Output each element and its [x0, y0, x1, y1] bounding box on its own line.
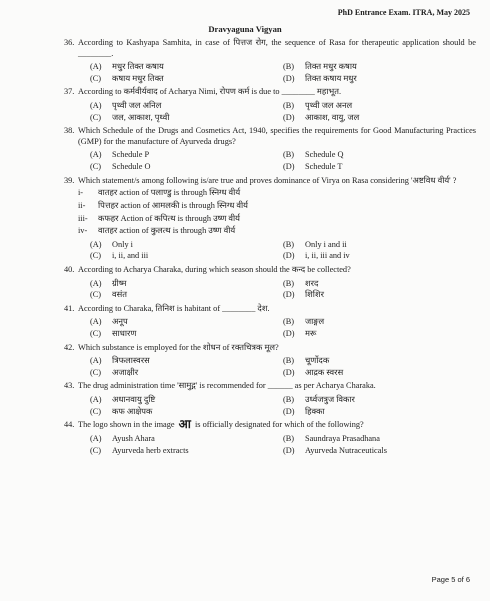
option-text: वसंत	[112, 290, 127, 300]
option-label: (B)	[283, 317, 295, 327]
option-label: (A)	[90, 317, 102, 327]
question-37	[64, 87, 476, 123]
option-text: Only i	[112, 239, 133, 249]
option-label: (D)	[283, 290, 295, 300]
option-text: Ayush Ahara	[112, 433, 155, 443]
option-d	[283, 368, 476, 379]
statement-text: कफहर Action of कपित्थ is through उष्ण वीर्य	[98, 213, 240, 223]
statement-item	[78, 201, 476, 212]
option-text: शिशिर	[305, 290, 324, 300]
option-d	[283, 74, 476, 85]
question-text: According to Kashyapa Samhita, in case of पित्तज रोग, the sequence of Rasa for therapeutic application should be ________.	[78, 38, 476, 58]
question-43	[64, 381, 476, 417]
subject-title: Dravyaguna Vigyan	[208, 24, 282, 34]
question-text-before: The logo shown in the image	[78, 420, 175, 430]
option-text: हिक्का	[305, 406, 325, 416]
option-text: Ayurveda Nutraceuticals	[305, 445, 387, 455]
option-c	[90, 113, 283, 124]
question-number: 41.	[64, 303, 75, 313]
page-number: Page 5 of 6	[431, 575, 470, 585]
question-number: 36.	[64, 38, 75, 47]
option-label: (B)	[283, 395, 295, 405]
option-a	[90, 101, 283, 112]
option-text: अनूप	[112, 317, 128, 327]
question-text: The drug administration time 'सामुद्ग' is recommended for ______ as per Acharya Charaka.	[78, 381, 376, 391]
options	[64, 101, 476, 123]
option-text: चूर्णोदक	[305, 356, 330, 366]
option-label: (B)	[283, 239, 295, 249]
option-text: Schedule T	[305, 162, 343, 172]
option-label: (B)	[283, 433, 295, 443]
option-d	[283, 251, 476, 262]
option-text: अधानवायु दुष्टि	[112, 395, 156, 405]
options	[64, 356, 476, 378]
option-c	[90, 251, 283, 262]
question-number: 37.	[64, 87, 75, 97]
option-label: (B)	[283, 150, 295, 160]
question-39	[64, 176, 476, 262]
option-a	[90, 240, 283, 251]
statement-item	[78, 226, 476, 237]
question-text: Which Schedule of the Drugs and Cosmetics Act, 1940, specifies the requirements for Good Manufacturing Practices (GMP) for the manufacture of Ayurveda drugs?	[78, 126, 476, 146]
option-text: तिक्त कषाय मधुर	[305, 73, 357, 83]
option-text: पृथ्वी जल अनल	[305, 101, 353, 111]
question-list	[64, 38, 476, 459]
option-text: Saundraya Prasadhana	[305, 433, 380, 443]
question-44	[64, 417, 476, 456]
option-text: Schedule Q	[305, 150, 344, 160]
option-label: (C)	[90, 367, 102, 377]
option-d	[283, 407, 476, 418]
question-text: Which substance is employed for the शोधन of रक्तचित्रक मूल?	[78, 342, 279, 352]
statement-label: iii-	[78, 213, 88, 223]
question-number: 42.	[64, 342, 75, 352]
option-text: जल, आकाश, पृथ्वी	[112, 112, 170, 122]
question-number: 39.	[64, 175, 75, 185]
option-label: (B)	[283, 356, 295, 366]
option-label: (A)	[90, 278, 102, 288]
options	[64, 240, 476, 262]
question-36	[64, 38, 476, 84]
option-label: (C)	[90, 329, 102, 339]
option-text: Ayurveda herb extracts	[112, 445, 189, 455]
option-text: i, ii, and iii	[112, 251, 149, 261]
question-38	[64, 126, 476, 172]
option-text: i, ii, iii and iv	[305, 251, 350, 261]
option-text: पृथ्वी जल अनिल	[112, 101, 162, 111]
option-d	[283, 446, 476, 457]
options	[64, 150, 476, 172]
option-c	[90, 446, 283, 457]
option-a	[90, 395, 283, 406]
option-label: (C)	[90, 251, 102, 261]
option-c	[90, 329, 283, 340]
option-text: ग्रीष्म	[112, 278, 127, 288]
option-a	[90, 62, 283, 73]
exam-header: PhD Entrance Exam. ITRA, May 2025	[337, 8, 470, 17]
option-label: (A)	[90, 150, 102, 160]
question-40	[64, 265, 476, 301]
option-label: (C)	[90, 162, 102, 172]
option-label: (D)	[283, 251, 295, 261]
option-text: तिक्त मधुर कषाय	[305, 62, 357, 72]
option-text: आद्रक स्वरस	[305, 367, 344, 377]
option-b	[283, 101, 476, 112]
question-42	[64, 343, 476, 379]
question-text: Which statement/s among following is/are true and proves dominance of Virya on Rasa considering 'अष्टविध वीर्य' ?	[78, 175, 457, 185]
options	[64, 434, 476, 456]
question-number: 38.	[64, 126, 75, 136]
option-label: (D)	[283, 329, 295, 339]
option-text: जाङ्गल	[305, 317, 325, 327]
question-text: According to Charaka, तिनिश is habitant of ________ देश.	[78, 303, 270, 313]
option-label: (D)	[283, 406, 295, 416]
option-label: (B)	[283, 101, 295, 111]
options	[64, 317, 476, 339]
option-label: (C)	[90, 73, 102, 83]
statement-label: ii-	[78, 200, 86, 210]
option-d	[283, 162, 476, 173]
option-b	[283, 434, 476, 445]
option-label: (C)	[90, 406, 102, 416]
option-b	[283, 356, 476, 367]
option-text: साधारण	[112, 329, 137, 339]
options	[64, 62, 476, 84]
option-label: (B)	[283, 278, 295, 288]
option-label: (D)	[283, 73, 295, 83]
question-number: 43.	[64, 381, 75, 391]
option-c	[90, 74, 283, 85]
option-label: (D)	[283, 445, 295, 455]
option-d	[283, 290, 476, 301]
option-label: (C)	[90, 290, 102, 300]
option-b	[283, 279, 476, 290]
option-label: (B)	[283, 62, 295, 72]
statement-label: i-	[78, 188, 84, 198]
option-b	[283, 240, 476, 251]
option-text: मधुर तिक्त कषाय	[112, 62, 164, 72]
option-label: (A)	[90, 395, 102, 405]
option-text: शरद	[305, 278, 319, 288]
question-text: According to कर्मवीर्यवाद of Acharya Nimi, रोपण कर्म is due to ________ महाभूत.	[78, 87, 342, 97]
option-c	[90, 368, 283, 379]
statement-label: iv-	[78, 226, 88, 236]
option-label: (D)	[283, 112, 295, 122]
option-text: Only i and ii	[305, 239, 347, 249]
question-text: According to Acharya Charaka, during which season should the कन्द be collected?	[78, 264, 351, 274]
option-label: (D)	[283, 367, 295, 377]
option-a	[90, 317, 283, 328]
options	[64, 279, 476, 301]
option-text: मरू	[305, 329, 317, 339]
option-label: (A)	[90, 433, 102, 443]
option-label: (A)	[90, 356, 102, 366]
option-d	[283, 329, 476, 340]
option-text: Schedule P	[112, 150, 150, 160]
option-text: कफ आक्षेपक	[112, 406, 153, 416]
question-41	[64, 304, 476, 340]
option-text: त्रिफलास्वरस	[112, 356, 150, 366]
option-text: आकाश, वायु, जल	[305, 112, 360, 122]
option-label: (A)	[90, 101, 102, 111]
statement-text: पित्तहर action of आमलकी is through स्निग्ध वीर्य	[98, 200, 248, 210]
option-b	[283, 317, 476, 328]
statement-item	[78, 188, 476, 199]
option-b	[283, 62, 476, 73]
option-a	[90, 279, 283, 290]
option-a	[90, 356, 283, 367]
option-text: कषाय मधुर तिक्त	[112, 73, 164, 83]
ayush-logo-icon: आ	[178, 417, 191, 432]
question-number: 44.	[64, 420, 75, 430]
option-text: उर्ध्वजत्रुज विकार	[305, 395, 355, 405]
option-label: (C)	[90, 445, 102, 455]
statement-list	[64, 188, 476, 236]
options	[64, 395, 476, 417]
statement-text: वातहर action of कुलत्थ is through उष्ण वीर्य	[98, 226, 236, 236]
option-c	[90, 162, 283, 173]
option-label: (C)	[90, 112, 102, 122]
option-b	[283, 395, 476, 406]
option-text: अजाक्षीर	[112, 367, 139, 377]
option-label: (D)	[283, 162, 295, 172]
statement-text: वातहर action of पलाण्डु is through स्निग्ध वीर्य	[98, 188, 241, 198]
question-number: 40.	[64, 264, 75, 274]
option-b	[283, 150, 476, 161]
question-text	[78, 417, 476, 432]
option-c	[90, 290, 283, 301]
option-label: (A)	[90, 239, 102, 249]
option-d	[283, 113, 476, 124]
statement-item	[78, 214, 476, 225]
option-a	[90, 434, 283, 445]
question-text-after: is officially designated for which of the following?	[194, 420, 364, 430]
option-c	[90, 407, 283, 418]
option-label: (A)	[90, 62, 102, 72]
option-text: Schedule O	[112, 162, 151, 172]
option-a	[90, 150, 283, 161]
